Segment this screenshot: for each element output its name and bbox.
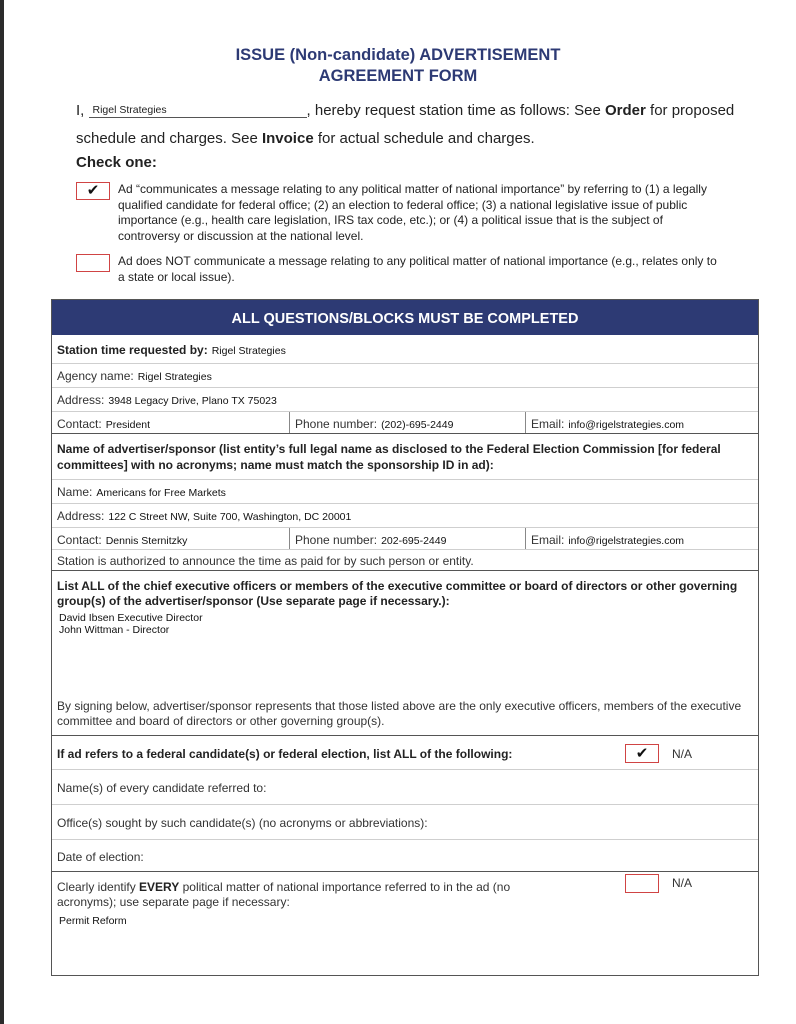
officers-block [52,570,758,735]
officer-entry: David Ibsen Executive Director [59,612,203,624]
requester-field[interactable]: Rigel Strategies [89,104,307,118]
federal-na-checkbox[interactable] [625,744,659,763]
station-label: Station time requested by: [57,343,208,357]
officers-list[interactable] [59,612,753,636]
sponsor-name-value[interactable]: Americans for Free Markets [96,487,226,499]
agreement-form-table [51,299,759,976]
agency-phone-cell [289,412,525,433]
matters-block [52,871,758,975]
election-date-row[interactable] [52,839,758,871]
contact-label: Contact: [57,417,102,431]
intro-text-2: for proposed schedule and charges. See [76,102,735,147]
signing-note: By signing below, advertiser/sponsor represents that those listed above are the only executive officers, members of the executive committee and board of directors or other governing group(s). [57,699,742,728]
agency-email-value[interactable]: info@rigelstrategies.com [568,419,685,431]
sponsor-email-value[interactable]: info@rigelstrategies.com [568,535,685,547]
federal-na-label: N/A [672,747,693,761]
check-one-label: Check one: [76,154,157,171]
matters-text-pre: Clearly identify [57,880,140,894]
office-row[interactable] [52,804,758,839]
checkbox-not-national[interactable] [76,254,110,272]
sponsor-email-cell [525,528,758,549]
option-text: Ad “communicates a message relating to any political matter of national importance” by referring to (1) a legally qualified candidate for federal office; (2) an election to federal office; (3) a national legislative issue of public importance (e.g., health care legislation, IRS tax code, etc.); or (4) a political issue that is the subject of controversy or discussion at the national level. [118,182,707,243]
phone-label: Phone number: [295,417,378,431]
candidates-label: Name(s) of every candidate referred to: [57,781,267,795]
officers-heading: List ALL of the chief executive officers or members of the executive committee or board of directors or other governing group(s) of the advertiser/sponsor (Use separate page if necessary.): [57,579,738,608]
sponsor-heading: Name of advertiser/sponsor (list entity’s full legal name as disclosed to the Federal Election Commission [for federal committees] with no acronyms; name must match the sponsorship ID in ad): [57,442,721,472]
email-label: Email: [531,417,565,431]
checkbox-national-importance[interactable] [76,182,110,200]
sponsor-heading-row [52,433,758,479]
agency-email-cell [525,412,758,433]
candidates-row[interactable] [52,769,758,804]
agency-name-row [52,363,758,387]
sponsor-name-label: Name: [57,485,93,499]
agency-address-row [52,387,758,411]
station-value[interactable]: Rigel Strategies [211,345,286,357]
sponsor-contact-value[interactable]: Dennis Sternitzky [105,535,188,547]
agency-phone-value[interactable]: (202)-695-2449 [381,419,454,431]
intro-paragraph [76,97,756,153]
office-label: Office(s) sought by such candidate(s) (no acronyms or abbreviations): [57,816,428,830]
email-label: Email: [531,533,565,547]
sponsor-name-row [52,479,758,503]
checkmark-icon: ✔ [635,745,649,762]
matters-na-checkbox[interactable] [625,874,659,893]
matters-value[interactable]: Permit Reform [59,915,127,927]
intro-invoice: Invoice [261,130,314,147]
sponsor-phone-cell [289,528,525,549]
election-date-label: Date of election: [57,850,144,864]
agency-contact-value[interactable]: President [105,419,151,431]
contact-label: Contact: [57,533,102,547]
phone-label: Phone number: [295,533,378,547]
option-not-national [76,254,726,285]
sponsor-address-label: Address: [57,509,105,523]
agency-address-value[interactable]: 3948 Legacy Drive, Plano TX 75023 [108,395,277,407]
matters-text [57,880,537,910]
federal-heading: If ad refers to a federal candidate(s) or federal election, list ALL of the following: [57,747,513,761]
officer-entry: John Wittman - Director [59,624,170,636]
intro-text-3: for actual schedule and charges. [313,130,535,147]
sponsor-phone-value[interactable]: 202-695-2449 [381,535,447,547]
sponsor-contact-row [52,527,758,549]
intro-order: Order [605,102,646,119]
authorized-text: Station is authorized to announce the time as paid for by such person or entity. [57,554,474,568]
title-line-2: AGREEMENT FORM [318,67,478,85]
sponsor-address-value[interactable]: 122 C Street NW, Suite 700, Washington, DC 20001 [108,511,352,523]
authorized-row [52,549,758,570]
form-banner: ALL QUESTIONS/BLOCKS MUST BE COMPLETED [52,300,758,335]
intro-text-1: , hereby request station time as follows: See [306,102,605,119]
agency-contact-row [52,411,758,433]
agency-contact-cell [52,412,289,433]
sponsor-contact-cell [52,528,289,549]
title-line-1: ISSUE (Non-candidate) ADVERTISEMENT [235,46,561,64]
agency-name-value[interactable]: Rigel Strategies [137,371,212,383]
form-title [0,45,796,87]
station-row [52,335,758,363]
matters-na-label: N/A [672,876,693,890]
matters-text-bold: EVERY [139,880,180,894]
agency-address-label: Address: [57,393,105,407]
intro-prefix: I, [76,102,85,119]
matters-text-post: political matter of national importance referred to in the ad (no acronyms); use separate page if necessary: [57,880,511,909]
federal-heading-row [52,735,758,769]
option-text: Ad does NOT communicate a message relating to any political matter of national importance (e.g., relates only to a state or local issue). [118,254,717,284]
sponsor-address-row [52,503,758,527]
option-national-importance [76,182,726,244]
window-left-edge [0,0,4,1024]
agency-name-label: Agency name: [57,369,134,383]
checkmark-icon: ✔ [86,182,100,199]
